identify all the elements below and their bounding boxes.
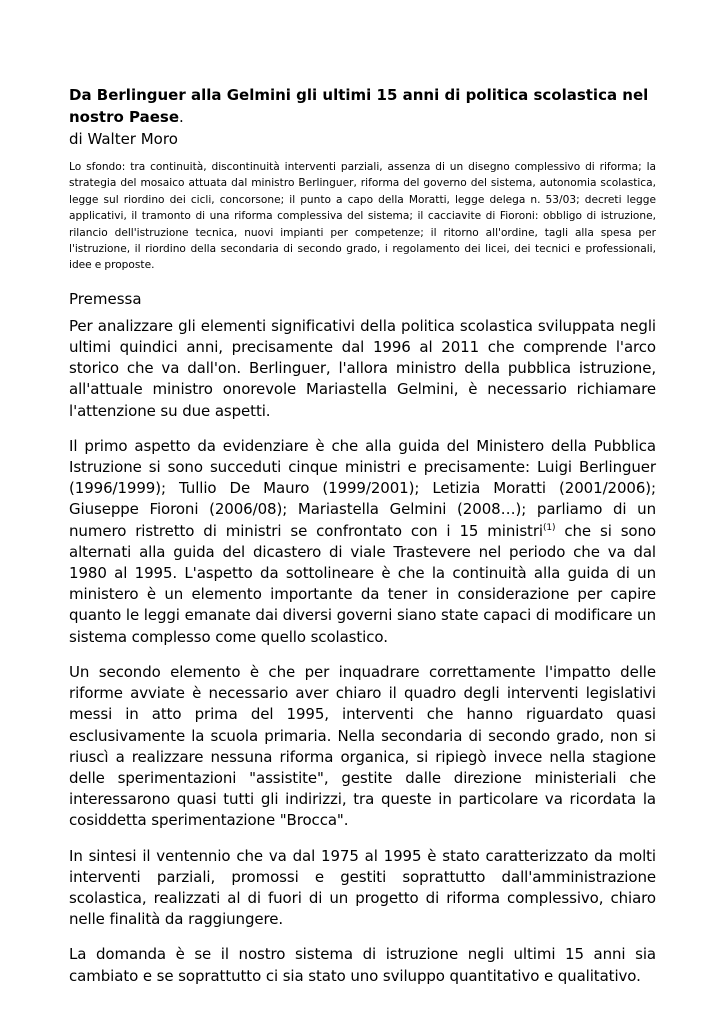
document-title-text: Da Berlinguer alla Gelmini gli ultimi 15 anni di politica scolastica nel nostro Paese xyxy=(69,86,649,126)
paragraph-2-text-end: che si sono alternati alla guida del dicastero di viale Trastevere nel periodo che va dal 1980 al 1995. L'aspetto da sottolineare è che la continuità alla guida di un ministero è un elemento importante da tener in considerazione per capire quanto le leggi emanate dai diversi governi siano state capaci di modificare un sistema complesso come quello scolastico. xyxy=(69,521,656,646)
document-page xyxy=(69,84,656,1001)
section-heading-premessa: Premessa xyxy=(69,289,142,308)
paragraph-5: La domanda è se il nostro sistema di istruzione negli ultimi 15 anni sia cambiato e se soprattutto ci sia stato uno sviluppo quantitativo e qualitativo. xyxy=(69,945,656,985)
paragraph-3: Un secondo elemento è che per inquadrare correttamente l'impatto delle riforme avviate è necessario aver chiaro il quadro degli interventi legislativi messi in atto prima del 1995, interventi che hanno riguardato quasi esclusivamente la scuola primaria. Nella secondaria di secondo grado, non si riuscì a realizzare nessuna riforma organica, si ripiegò invece nella stagione delle sperimentazioni "assistite", gestite dalle direzione ministeriali che interessarono quasi tutti gli indirizzi, tra queste in particolare va ricordata la cosiddetta sperimentazione "Brocca". xyxy=(69,662,656,830)
document-abstract: Lo sfondo: tra continuità, discontinuità interventi parziali, assenza di un disegno complessivo di riforma; la strategia del mosaico attuata dal ministro Berlinguer, riforma del governo del sistema, autonomia scolastica, legge sul riordino dei cicli, concorsone; il punto a capo della Moratti, legge delega n. 53/03; decreti legge applicativi, il tramonto di una riforma complessiva del sistema; il cacciavite di Fioroni: obbligo di istruzione, rilancio dell'istruzione tecnica, nuovi impianti per competenze; il ritorno all'ordine, tagli alla spesa per l'istruzione, il riordino della secondaria di secondo grado, i regolamento dei licei, dei tecnici e professionali, idee e proposte. xyxy=(69,161,656,272)
paragraph-4: In sintesi il ventennio che va dal 1975 al 1995 è stato caratterizzato da molti interventi parziali, promossi e gestiti soprattutto dall'amministrazione scolastica, realizzati al di fuori di un progetto di riforma complessivo, chiaro nelle finalità da raggiungere. xyxy=(69,846,656,929)
paragraph-2-text-start: Il primo aspetto da evidenziare è che alla guida del Ministero della Pubblica Istruzione si sono succeduti cinque ministri e precisamente: Luigi Berlinguer (1996/1999); Tullio De Mauro (1999/2001); Letizia Moratti (2001/2006); Giuseppe Fioroni (2006/08); Mariastella Gelmini (2008…); parliamo di un numero ristretto di ministri se confrontato con i 15 ministri xyxy=(69,436,656,540)
paragraph-2 xyxy=(69,436,656,648)
document-title xyxy=(69,84,656,128)
footnote-marker-1: (1) xyxy=(542,522,556,533)
paragraph-1: Per analizzare gli elementi significativi della politica scolastica sviluppata negli ultimi quindici anni, precisamente dal 1996 al 2011 che comprende l'arco storico che va dall'on. Berlinguer, l'allora ministro della pubblica istruzione, all'attuale ministro onorevole Mariastella Gelmini, è necessario richiamare l'attenzione su due aspetti. xyxy=(69,316,656,420)
document-title-period: . xyxy=(179,108,184,126)
document-author: di Walter Moro xyxy=(69,130,178,148)
